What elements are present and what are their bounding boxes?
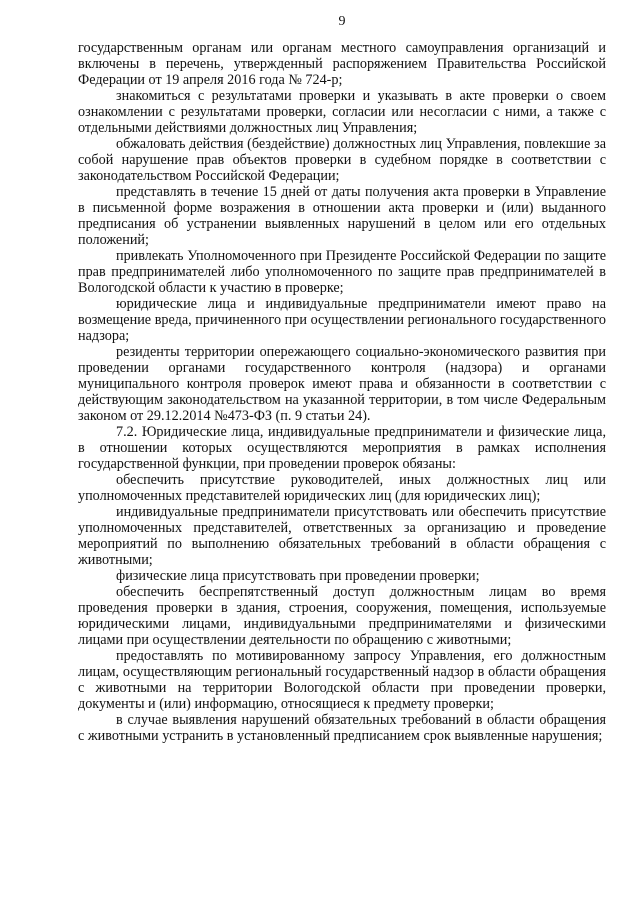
paragraph: индивидуальные предприниматели присутствовать или обеспечить присутствие уполномоченных представителей, ответственных за организацию и проведение мероприятий по выполнению обязательных требований в области обращения с животными;: [78, 504, 606, 568]
paragraph: обжаловать действия (бездействие) должностных лиц Управления, повлекшие за собой нарушение прав объектов проверки в судебном порядке в соответствии с законодательством Российской Федерации;: [78, 136, 606, 184]
paragraph: знакомиться с результатами проверки и указывать в акте проверки о своем ознакомлении с результатами проверки, согласии или несогласии с ними, а также с отдельными действиями должностных лиц Управления;: [78, 88, 606, 136]
paragraph: физические лица присутствовать при проведении проверки;: [116, 568, 480, 584]
paragraph: представлять в течение 15 дней от даты получения акта проверки в Управление в письменной форме возражения в отношении акта проверки и (или) выданного предписания об устранении выявленных нарушений в целом или его отдельных положений;: [78, 184, 606, 248]
document-body: [78, 40, 606, 744]
paragraph: 7.2. Юридические лица, индивидуальные предприниматели и физические лица, в отношении которых осуществляются мероприятия в рамках исполнения государственной функции, при проведении проверок обязаны:: [78, 424, 606, 472]
paragraph: юридические лица и индивидуальные предприниматели имеют право на возмещение вреда, причиненного при осуществлении регионального государственного надзора;: [78, 296, 606, 344]
paragraph: резиденты территории опережающего социально-экономического развития при проведении органами государственного контроля (надзора) и органами муниципального контроля проверок имеют права и обязанности в соответствии с действующим законодательством на указанной территории, в том числе Федеральным законом от 29.12.2014 №473-ФЗ (п. 9 статьи 24).: [78, 344, 606, 424]
paragraph: государственным органам или органам местного самоуправления организаций и включены в перечень, утвержденный распоряжением Правительства Российской Федерации от 19 апреля 2016 года № 724-р;: [78, 40, 606, 88]
paragraph: в случае выявления нарушений обязательных требований в области обращения с животными устранить в установленный предписанием срок выявленные нарушения;: [78, 712, 606, 744]
page-number: 9: [338, 14, 346, 29]
paragraph: привлекать Уполномоченного при Президенте Российской Федерации по защите прав предпринимателей либо уполномоченного по защите прав предпринимателей в Вологодской области к участию в проверке;: [78, 248, 606, 296]
paragraph: обеспечить беспрепятственный доступ должностным лицам во время проведения проверки в здания, строения, сооружения, помещения, используемые юридическими лицами, индивидуальными предпринимателями и физическими лицами при осуществлении деятельности по обращению с животными;: [78, 584, 606, 648]
paragraph: обеспечить присутствие руководителей, иных должностных лиц или уполномоченных представителей юридических лиц (для юридических лиц);: [78, 472, 606, 504]
paragraph: предоставлять по мотивированному запросу Управления, его должностным лицам, осуществляющим региональный государственный надзор в области обращения с животными на территории Вологодской области при проведении проверки, документы и (или) информацию, относящиеся к предмету проверки;: [78, 648, 606, 712]
